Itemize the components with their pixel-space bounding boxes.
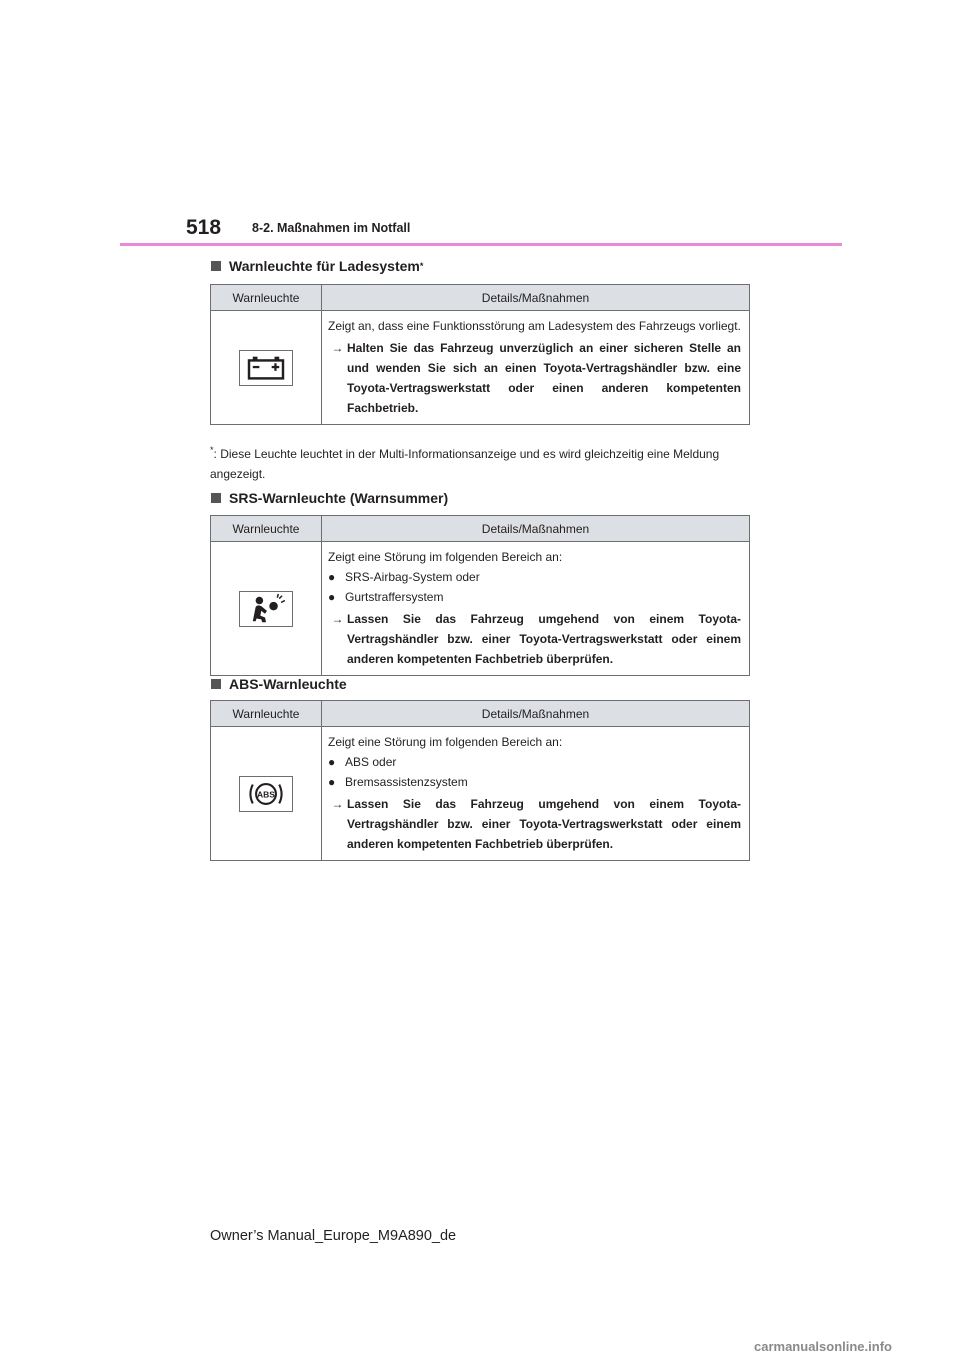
heading-square-icon xyxy=(211,679,221,689)
arrow-icon: → xyxy=(331,612,344,626)
action-text: Halten Sie das Fahrzeug unverzüglich an einer sicheren Stelle an und wenden Sie sich an einen Toyota-Vertragshändler bzw. eine Toyota-Vertragswerkstatt oder einen anderen kompetenten Fachbetrieb. xyxy=(347,341,741,415)
footnote-text: Diese Leuchte leuchtet in der Multi-Informationsanzeige und es wird gleichzeitig eine Meldung angezeigt. xyxy=(210,447,720,481)
action-block xyxy=(328,609,741,669)
header-rule xyxy=(120,243,842,246)
details-intro: Zeigt an, dass eine Funktionsstörung am Ladesystem des Fahrzeugs vorliegt. xyxy=(328,319,741,333)
bullet-icon: ● xyxy=(328,775,336,789)
footnote-separator: : xyxy=(213,447,217,461)
srs-table xyxy=(210,515,750,676)
list-item-text: ABS oder xyxy=(345,755,397,769)
details-intro: Zeigt eine Störung im folgenden Bereich an: xyxy=(328,735,563,749)
list-item xyxy=(328,567,741,587)
list-item-text: Bremsassistenzsystem xyxy=(345,775,468,789)
icon-cell xyxy=(211,311,322,425)
column-header-details: Details/Maßnahmen xyxy=(322,285,750,311)
details-intro: Zeigt eine Störung im folgenden Bereich an: xyxy=(328,550,563,564)
action-text: Lassen Sie das Fahrzeug umgehend von einem Toyota-Vertragshändler bzw. einer Toyota-Vertragswerkstatt oder einem anderen kompetenten Fachbetrieb überprüfen. xyxy=(347,797,741,851)
footnote xyxy=(210,440,750,484)
arrow-icon: → xyxy=(331,797,344,811)
action-block xyxy=(328,794,741,854)
table-row xyxy=(211,727,750,861)
abs-icon xyxy=(239,776,293,812)
details-cell xyxy=(322,311,750,425)
list-item xyxy=(328,772,741,792)
bullet-icon: ● xyxy=(328,590,336,604)
list-item xyxy=(328,587,741,607)
column-header-warnleuchte: Warnleuchte xyxy=(211,285,322,311)
heading-charging-system xyxy=(211,258,423,274)
icon-cell xyxy=(211,727,322,861)
list-item-text: Gurtstraffersystem xyxy=(345,590,444,604)
table-header-row xyxy=(211,285,750,311)
table-row xyxy=(211,542,750,676)
heading-text: ABS-Warnleuchte xyxy=(229,676,347,692)
heading-footnote-mark: * xyxy=(419,261,424,271)
action-text: Lassen Sie das Fahrzeug umgehend von einem Toyota-Vertragshändler bzw. einer Toyota-Vertragswerkstatt oder einem anderen kompetenten Fachbetrieb überprüfen. xyxy=(347,612,741,666)
heading-text: SRS-Warnleuchte (Warnsummer) xyxy=(229,490,449,506)
table-row xyxy=(211,311,750,425)
heading-srs xyxy=(211,490,448,506)
page-number: 518 xyxy=(186,216,222,239)
table-header-row xyxy=(211,701,750,727)
section-title: 8-2. Maßnahmen im Notfall xyxy=(252,221,411,235)
heading-abs xyxy=(211,676,347,692)
abs-icon-text: ABS xyxy=(257,788,275,799)
airbag-icon xyxy=(239,591,293,627)
icon-cell xyxy=(211,542,322,676)
heading-square-icon xyxy=(211,261,221,271)
battery-icon xyxy=(239,350,293,386)
bullet-icon: ● xyxy=(328,570,336,584)
list-item-text: SRS-Airbag-System oder xyxy=(345,570,480,584)
watermark: carmanualsonline.info xyxy=(754,1339,892,1354)
table-header-row xyxy=(211,516,750,542)
column-header-details: Details/Maßnahmen xyxy=(322,701,750,727)
column-header-warnleuchte: Warnleuchte xyxy=(211,701,322,727)
action-block xyxy=(328,338,741,418)
charging-system-table xyxy=(210,284,750,425)
page-header xyxy=(120,212,842,246)
column-header-warnleuchte: Warnleuchte xyxy=(211,516,322,542)
abs-table xyxy=(210,700,750,861)
list-item xyxy=(328,752,741,772)
bullet-icon: ● xyxy=(328,755,336,769)
arrow-icon: → xyxy=(331,341,344,355)
details-cell xyxy=(322,542,750,676)
page-footer: Owner’s Manual_Europe_M9A890_de xyxy=(210,1228,457,1244)
footnote-mark: * xyxy=(210,445,214,455)
details-cell xyxy=(322,727,750,861)
heading-square-icon xyxy=(211,493,221,503)
heading-text: Warnleuchte für Ladesystem xyxy=(229,258,420,274)
column-header-details: Details/Maßnahmen xyxy=(322,516,750,542)
